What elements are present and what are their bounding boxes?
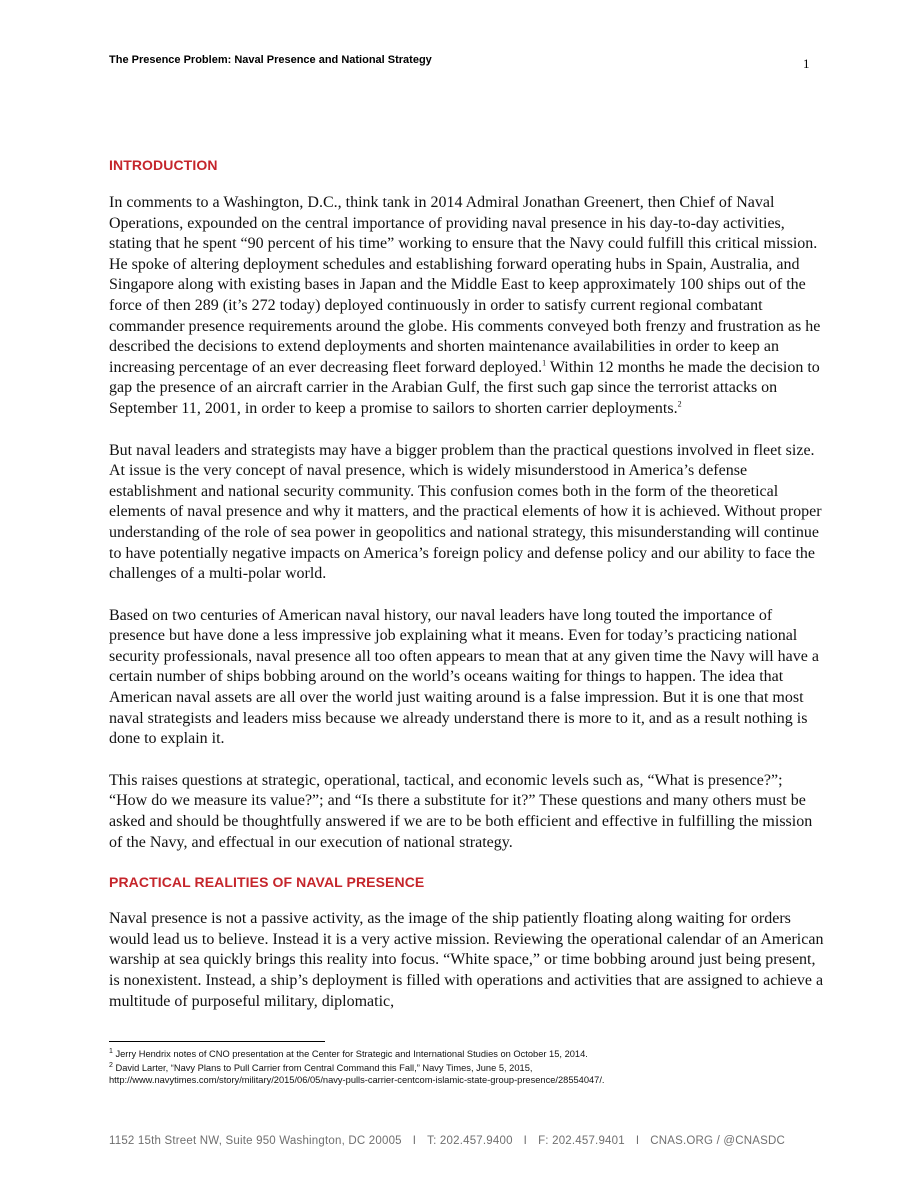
paragraph-1-text: In comments to a Washington, D.C., think tank in 2014 Admiral Jonathan Greenert, then Chief of Naval Operations, expounded on the central importance of providing naval presence in his day-to-day activities, stating that he spent “90 percent of his time” working to ensure that the Navy could fulfill this critical mission. He spoke of altering deployment schedules and establishing forward operating hubs in Spain, Australia, and Singapore along with existing bases in Japan and the Middle East to keep approximately 100 ships out of the force of then 289 (it’s 272 today) deployed continuously in order to satisfy current regional combatant commander presence requirements around the globe. His comments conveyed both frenzy and frustration as he described the decisions to extend deployments and shorten maintenance availabilities in order to keep an increasing percentage of an ever decreasing fleet forward deployed.	[109, 194, 821, 376]
paragraph-1	[109, 193, 824, 420]
footnote-ref-1[interactable]: 1	[542, 358, 547, 368]
footer-address: 1152 15th Street NW, Suite 950 Washington, DC 20005	[109, 1135, 402, 1147]
footnote-2	[109, 1060, 829, 1074]
footer-separator: I	[412, 1135, 417, 1147]
footnote-2-url[interactable]: http://www.navytimes.com/story/military/2015/06/05/navy-pulls-carrier-centcom-islamic-state-group-presence/28554047/.	[109, 1075, 605, 1086]
paragraph-1-text-cont: Within 12 months he made the decision to gap the presence of an aircraft carrier in the Arabian Gulf, the first such gap since the terrorist attacks on September 11, 2001, in order to keep a promise to sailors to shorten carrier deployments.	[109, 358, 820, 417]
section-heading-practical-realities: PRACTICAL REALITIES OF NAVAL PRESENCE	[109, 874, 425, 891]
paragraph-2: But naval leaders and strategists may have a bigger problem than the practical questions involved in fleet size. At issue is the very concept of naval presence, which is widely misunderstood in America’s defense establishment and national security community. This confusion comes both in the form of the theoretical elements of naval presence and why it matters, and the practical elements of how it is achieved. Without proper understanding of the role of sea power in geopolitics and national strategy, this misunderstanding will continue to have potentially negative impacts on America’s foreign policy and defense policy and our ability to face the challenges of a multi-polar world.	[109, 441, 822, 583]
paragraph-5: Naval presence is not a passive activity, as the image of the ship patiently floating along waiting for orders would lead us to believe. Instead it is a very active mission. Reviewing the operational calendar of an American warship at sea quickly brings this reality into focus. “White space,” or time bobbing around just being present, is nonexistent. Instead, a ship’s deployment is filled with operations and activities that are assigned to achieve a multitude of purposeful military, diplomatic,	[109, 910, 824, 1010]
footnote-2-text: David Larter, “Navy Plans to Pull Carrier from Central Command this Fall,” Navy Times, June 5, 2015,	[112, 1063, 533, 1074]
footnote-divider	[109, 1041, 325, 1042]
footer-separator: I	[523, 1135, 528, 1147]
footnote-ref-2[interactable]: 2	[677, 399, 682, 409]
footnote-1-text: Jerry Hendrix notes of CNO presentation at the Center for Strategic and International Studies on October 15, 2014.	[112, 1049, 588, 1060]
page-number: 1	[803, 56, 810, 71]
footnote-1-number: 1	[109, 1048, 113, 1055]
footer-separator: I	[635, 1135, 640, 1147]
paragraph-4: This raises questions at strategic, operational, tactical, and economic levels such as, “What is presence?”; “How do we measure its value?”; and “Is there a substitute for it?” These questions and many others must be asked and should be thoughtfully answered if we are to be both efficient and effective in fulfilling the mission of the Navy, and effectual in our execution of national strategy.	[109, 771, 813, 851]
running-header: The Presence Problem: Naval Presence and National Strategy	[109, 54, 432, 66]
paragraph-3: Based on two centuries of American naval history, our naval leaders have long touted the importance of presence but have done a less impressive job explaining what it means. Even for today’s practicing national security professionals, naval presence all too often appears to mean that at any given time the Navy will have a certain number of ships bobbing around on the world’s oceans waiting for things to happen. The idea that American naval assets are all over the world just waiting around is a false impression. But it is one that most naval strategists and leaders miss because we already understand there is more to it, and as a result nothing is done to explain it.	[109, 606, 819, 748]
footnote-2-number: 2	[109, 1062, 113, 1070]
document-body	[109, 155, 824, 1012]
footer-fax: F: 202.457.9401	[538, 1135, 625, 1147]
page-footer	[109, 1135, 785, 1147]
footer-web[interactable]: CNAS.ORG / @CNASDC	[650, 1135, 786, 1147]
footnote-1	[109, 1046, 829, 1060]
footer-phone: T: 202.457.9400	[427, 1135, 513, 1147]
footnotes	[109, 1046, 829, 1086]
section-heading-introduction: INTRODUCTION	[109, 157, 218, 173]
